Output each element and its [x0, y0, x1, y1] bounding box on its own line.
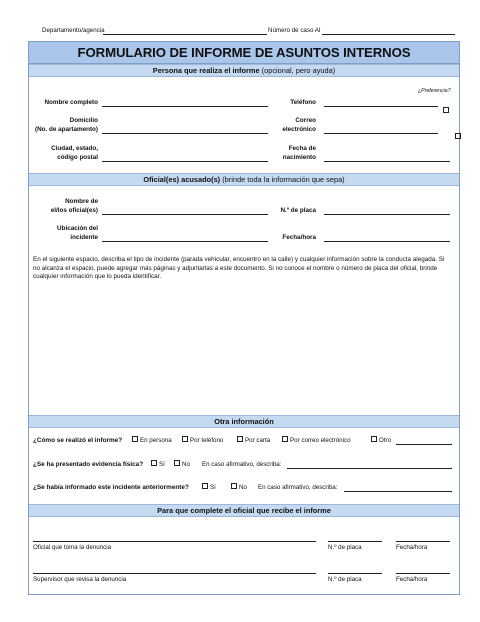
- supervisor-datetime-line[interactable]: [396, 573, 450, 574]
- email-field[interactable]: [324, 133, 438, 134]
- phone-checkbox[interactable]: [182, 436, 188, 442]
- letter-option-label: Por carta: [245, 437, 271, 444]
- agency-field[interactable]: [103, 34, 267, 35]
- evidence-no-label: No: [182, 461, 190, 468]
- officer-names-label-2: el/los oficial(es): [50, 207, 98, 214]
- location-field[interactable]: [102, 241, 268, 242]
- evidence-yes-label: Sí: [159, 461, 165, 468]
- letter-checkbox[interactable]: [237, 436, 243, 442]
- evidence-describe-label: En caso afirmativo, describa:: [202, 461, 282, 468]
- email-option-label: Por correo electrónico: [290, 437, 351, 444]
- prior-yes-label: Sí: [210, 484, 216, 491]
- evidence-yes-checkbox[interactable]: [151, 460, 157, 466]
- phone-label: Teléfono: [290, 99, 316, 106]
- evidence-question: ¿Se ha presentado evidencia física?: [33, 461, 144, 468]
- opt-phone[interactable]: [182, 437, 223, 444]
- prior-no[interactable]: [231, 484, 247, 491]
- officer-taking-signature-line[interactable]: [33, 541, 316, 542]
- dob-field[interactable]: [324, 161, 450, 162]
- prior-describe-label: En caso afirmativo, describa:: [258, 484, 338, 491]
- other-method-field[interactable]: [396, 444, 452, 445]
- officer-heading-note: (brinde toda la información que sepa): [222, 175, 345, 184]
- supervisor-badge-label: N.º de placa: [328, 576, 362, 583]
- report-method-question: ¿Cómo se realizó el informe?: [33, 437, 123, 444]
- supervisor-badge-line[interactable]: [328, 573, 382, 574]
- location-label-1: Ubicación del: [57, 225, 98, 232]
- email-preference-checkbox[interactable]: [455, 133, 461, 139]
- other-option-label: Otro: [379, 437, 392, 444]
- city-field[interactable]: [102, 161, 268, 162]
- phone-field[interactable]: [324, 106, 438, 107]
- officer-heading: Oficial(es) acusado(s): [143, 175, 221, 184]
- prior-yes-checkbox[interactable]: [202, 483, 208, 489]
- full-name-label: Nombre completo: [44, 99, 98, 106]
- incident-datetime-field[interactable]: [324, 241, 450, 242]
- evidence-no[interactable]: [174, 461, 190, 468]
- form-title: FORMULARIO DE INFORME DE ASUNTOS INTERNOS: [77, 45, 411, 60]
- officer-badge-field[interactable]: [324, 214, 450, 215]
- dob-label-1: Fecha de: [288, 145, 316, 152]
- location-label-2: incidente: [70, 234, 98, 241]
- other-info-heading: Otra información: [214, 417, 274, 426]
- evidence-describe-field[interactable]: [287, 468, 452, 469]
- supervisor-signature-line[interactable]: [33, 573, 316, 574]
- address-label-2: (No. de apartamento): [35, 126, 98, 133]
- in-person-label: En persona: [140, 437, 172, 444]
- opt-other[interactable]: [371, 437, 391, 444]
- prior-no-checkbox[interactable]: [231, 483, 237, 489]
- officer-badge-label: N.º de placa: [280, 207, 316, 214]
- email-label-1: Correo: [295, 117, 316, 124]
- preference-note: ¿Preferencia?: [418, 88, 451, 94]
- other-checkbox[interactable]: [371, 436, 377, 442]
- case-number-field[interactable]: [322, 34, 455, 35]
- form-title-bar: [29, 42, 459, 64]
- in-person-checkbox[interactable]: [132, 436, 138, 442]
- city-label-1: Ciudad, estado,: [51, 145, 98, 152]
- phone-preference-checkbox[interactable]: [443, 107, 449, 113]
- reporter-section-header: [29, 64, 459, 77]
- officer-taking-badge-label: N.º de placa: [328, 544, 362, 551]
- incident-instructions: En el siguiente espacio, describa el tipo de incidente (parada vehicular, encuentro en la calle) y cualquier información sobre la conducta alegada. Si no alcanza el espacio, puede agregar más páginas y adjuntarlas a este documento. Si no conoce el nombre o número de placa del oficial, brinde cualquier información que lo pueda identificar.: [33, 256, 445, 280]
- other-info-section-header: [29, 415, 459, 428]
- officer-taking-datetime-label: Fecha/hora: [396, 544, 428, 551]
- prior-describe-field[interactable]: [344, 491, 452, 492]
- email-option-checkbox[interactable]: [282, 436, 288, 442]
- opt-in-person[interactable]: [132, 437, 172, 444]
- address-label-1: Domicilio: [69, 117, 98, 124]
- reporter-heading: Persona que realiza el informe: [152, 66, 260, 75]
- officer-section-header: [29, 173, 459, 186]
- incident-datetime-label: Fecha/hora: [282, 234, 316, 241]
- dob-label-2: nacimiento: [282, 154, 316, 161]
- official-heading: Para que complete el oficial que recibe el informe: [157, 506, 331, 515]
- opt-letter[interactable]: [237, 437, 270, 444]
- prior-report-question: ¿Se había informado este incidente anteriormente?: [33, 484, 189, 491]
- agency-label: Departamento/agencia: [42, 27, 105, 34]
- supervisor-label: Supervisor que revisa la denuncia: [33, 576, 127, 583]
- officer-names-field[interactable]: [102, 214, 268, 215]
- evidence-no-checkbox[interactable]: [174, 460, 180, 466]
- officer-names-label-1: Nombre de: [65, 198, 98, 205]
- phone-option-label: Por teléfono: [190, 437, 224, 444]
- officer-taking-label: Oficial que toma la denuncia: [33, 544, 112, 551]
- city-label-2: código postal: [57, 154, 98, 161]
- prior-no-label: No: [239, 484, 247, 491]
- email-label-2: electrónico: [282, 126, 316, 133]
- evidence-yes[interactable]: [151, 461, 165, 468]
- officer-taking-badge-line[interactable]: [328, 541, 382, 542]
- opt-email[interactable]: [282, 437, 351, 444]
- address-field[interactable]: [102, 133, 268, 134]
- supervisor-datetime-label: Fecha/hora: [396, 576, 428, 583]
- officer-taking-datetime-line[interactable]: [396, 541, 450, 542]
- prior-yes[interactable]: [202, 484, 216, 491]
- official-section-header: [29, 504, 459, 517]
- case-number-label: Número de caso AI: [268, 27, 321, 34]
- incident-description-area[interactable]: [30, 288, 458, 412]
- reporter-heading-note: (opcional, pero ayuda): [261, 66, 336, 75]
- report-method-row: [33, 437, 122, 444]
- full-name-field[interactable]: [102, 106, 268, 107]
